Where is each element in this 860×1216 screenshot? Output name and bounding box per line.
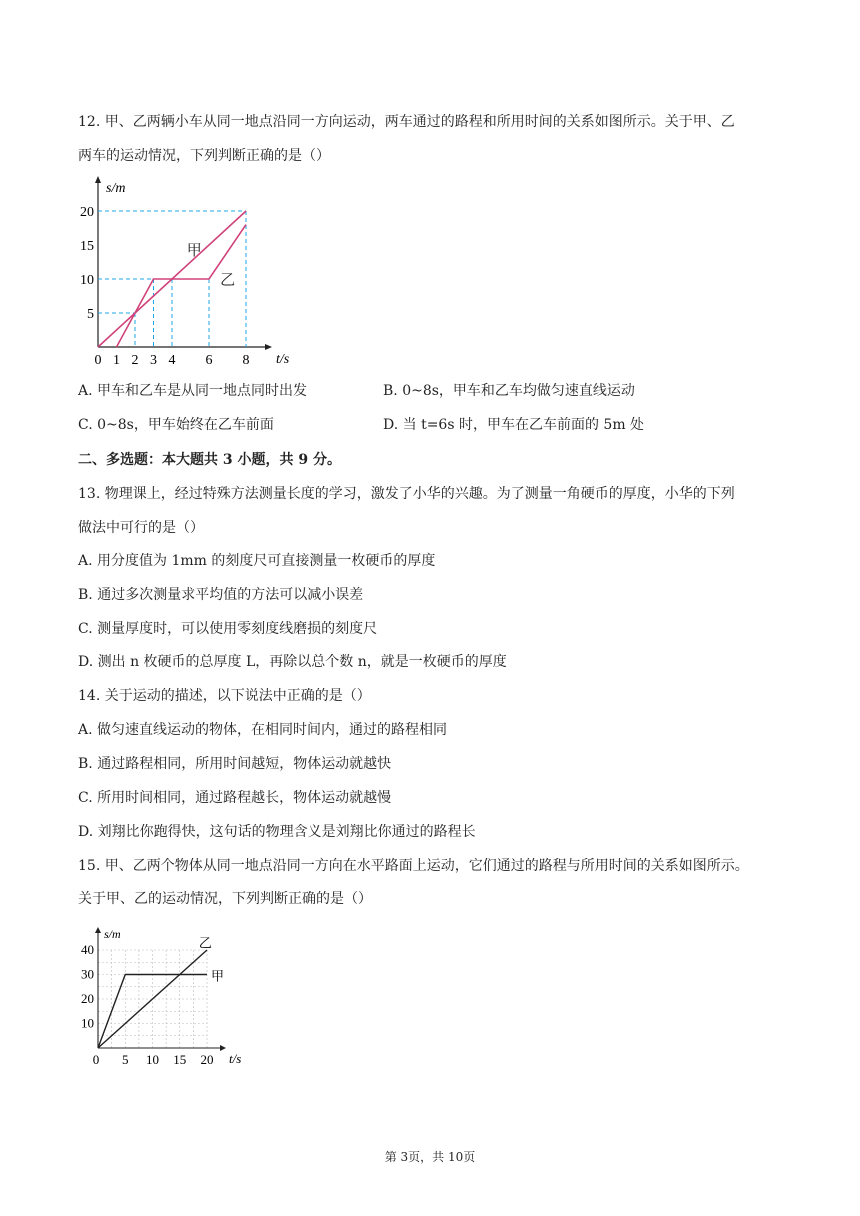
q12-stem-line1: 12. 甲、乙两辆小车从同一地点沿同一方向运动，两车通过的路程和所用时间的关系如图所示。关于甲、乙 (78, 114, 735, 130)
x-tick-label: 3 (150, 353, 157, 368)
y-tick-label: 30 (81, 966, 94, 982)
q12-st-graph (80, 170, 310, 370)
y-tick-label: 40 (81, 942, 94, 957)
x-tick-label: 6 (205, 353, 213, 368)
q14-option-d: D. 刘翔比你跑得快，这句话的物理含义是刘翔比你通过的路程长 (78, 824, 476, 840)
q13-option-a: A. 用分度值为 1mm 的刻度尺可直接测量一枚硬币的厚度 (78, 553, 436, 569)
y-tick-label: 15 (80, 239, 94, 254)
series-label-yi: 乙 (220, 272, 236, 289)
series-label-jia: 甲 (211, 968, 225, 984)
x-tick-label: 0 (92, 1052, 100, 1067)
q12-option-c: C. 0~8s，甲车始终在乙车前面 (78, 417, 274, 433)
x-tick-label: 10 (146, 1052, 159, 1067)
x-axis-label: t/s (276, 352, 290, 367)
y-axis-arrow (95, 927, 101, 933)
y-axis-label: s/m (106, 181, 126, 196)
page-footer: 第 3页，共 10页 (384, 1150, 476, 1164)
x-axis-arrow (265, 344, 272, 350)
q13-option-c: C. 测量厚度时，可以使用零刻度线磨损的刻度尺 (78, 621, 378, 637)
q12-option-b: B. 0~8s，甲车和乙车均做匀速直线运动 (383, 383, 635, 399)
x-tick-label: 5 (122, 1052, 129, 1067)
x-tick-label: 4 (168, 353, 176, 368)
x-tick-label: 0 (94, 353, 102, 368)
y-axis-label: s/m (104, 927, 121, 941)
y-tick-label: 10 (80, 273, 94, 288)
y-tick-label: 20 (81, 991, 94, 1006)
section-multi-choice-heading: 二、多选题：本大题共 3 小题，共 9 分。 (78, 452, 341, 468)
q13-option-d: D. 测出 n 枚硬币的总厚度 L，再除以总个数 n，就是一枚硬币的厚度 (78, 654, 507, 670)
q14-option-c: C. 所用时间相同，通过路程越长，物体运动就越慢 (78, 790, 392, 806)
q13-option-b: B. 通过多次测量求平均值的方法可以减小误差 (78, 587, 364, 603)
q15-st-graph (78, 922, 258, 1072)
y-tick-label: 5 (87, 307, 94, 322)
y-axis-arrow (95, 176, 101, 183)
series-label-yi: 乙 (198, 935, 212, 951)
x-tick-label: 8 (242, 353, 250, 368)
y-tick-label: 20 (80, 205, 94, 220)
x-tick-label: 15 (173, 1052, 187, 1067)
q12-option-a: A. 甲车和乙车是从同一地点同时出发 (78, 383, 308, 399)
series-label-jia: 甲 (186, 243, 202, 260)
q14-stem: 14. 关于运动的描述，以下说法中正确的是（） (78, 688, 371, 704)
x-tick-label: 1 (113, 353, 120, 368)
q12-stem-line2: 两车的运动情况，下列判断正确的是（） (78, 148, 330, 164)
q13-stem-line1: 13. 物理课上，经过特殊方法测量长度的学习，激发了小华的兴趣。为了测量一角硬币的厚度，小华的下列 (78, 486, 735, 502)
x-axis-arrow (220, 1045, 226, 1051)
q15-stem-line1: 15. 甲、乙两个物体从同一地点沿同一方向在水平路面上运动，它们通过的路程与所用时间的关系如图所示。 (78, 858, 749, 874)
q14-option-a: A. 做匀速直线运动的物体，在相同时间内，通过的路程相同 (78, 722, 448, 738)
y-tick-label: 10 (81, 1015, 94, 1031)
x-tick-label: 20 (200, 1052, 214, 1067)
q15-stem-line2: 关于甲、乙的运动情况，下列判断正确的是（） (78, 891, 372, 907)
q12-option-d: D. 当 t=6s 时，甲车在乙车前面的 5m 处 (383, 417, 645, 433)
q13-stem-line2: 做法中可行的是（） (78, 520, 204, 536)
q14-option-b: B. 通过路程相同，所用时间越短，物体运动就越快 (78, 756, 392, 772)
x-tick-label: 2 (131, 353, 139, 368)
x-axis-label: t/s (229, 1051, 242, 1066)
